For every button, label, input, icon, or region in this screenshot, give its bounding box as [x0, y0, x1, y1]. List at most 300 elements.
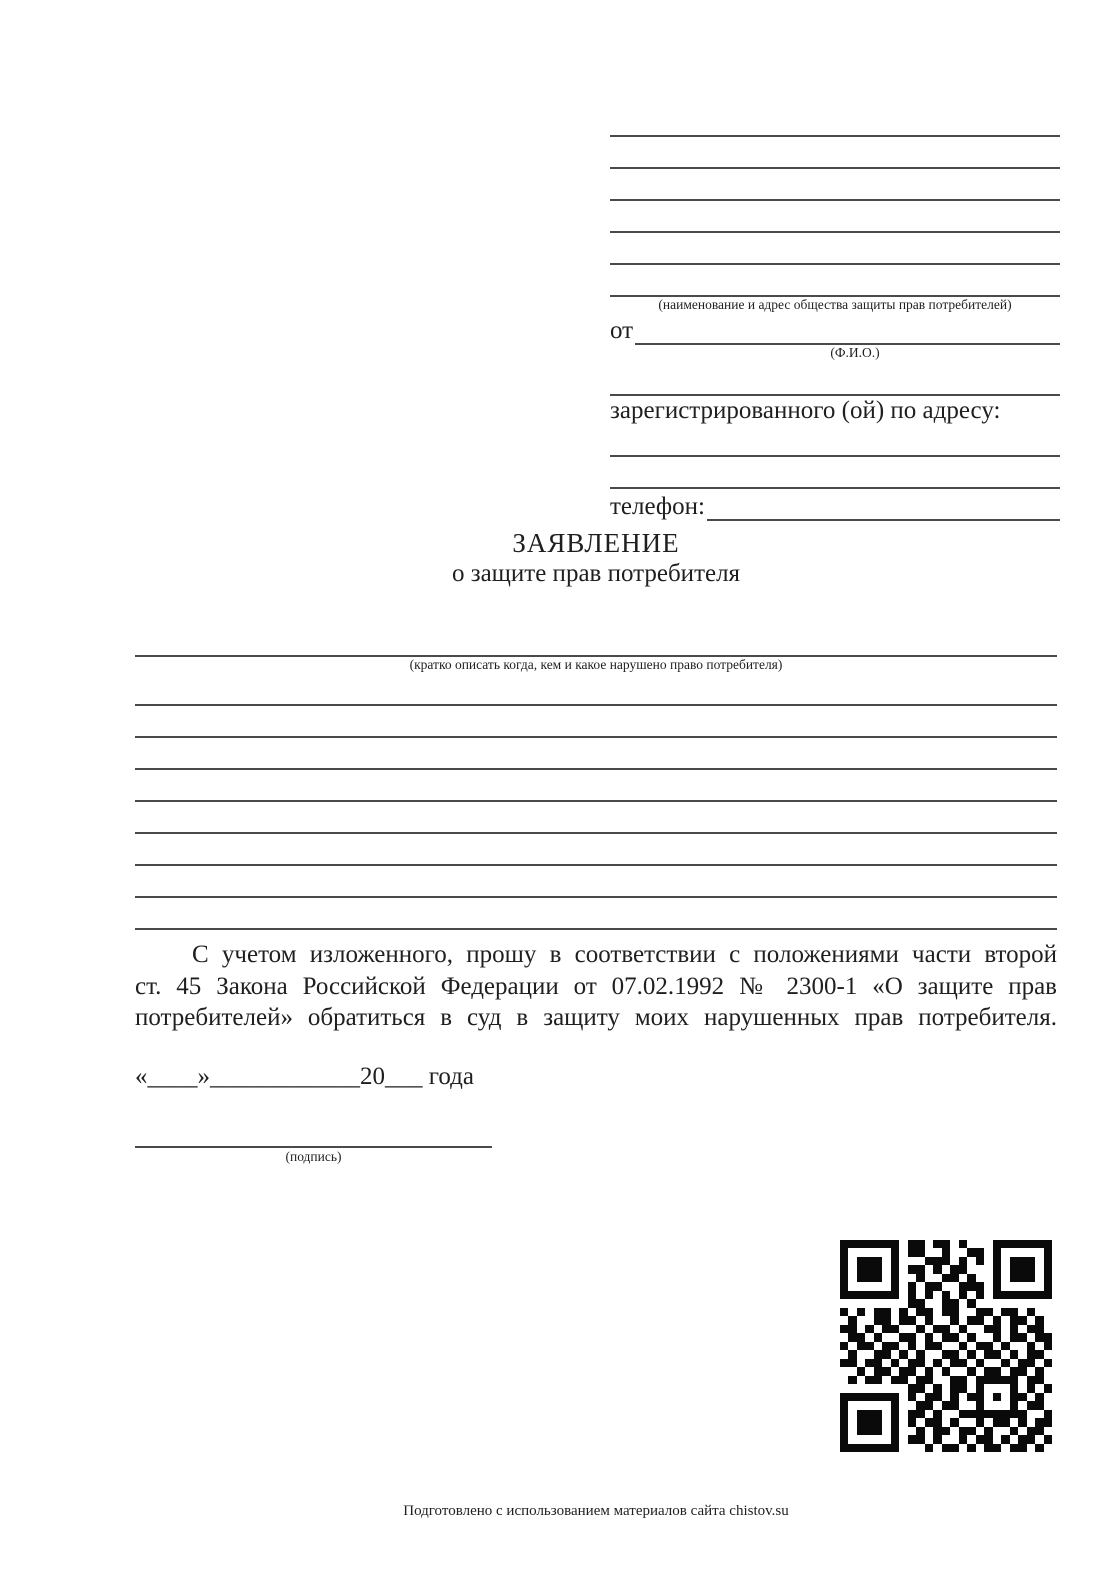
qr-module — [1035, 1240, 1043, 1248]
qr-module — [1044, 1316, 1052, 1324]
qr-module — [984, 1376, 992, 1384]
qr-module — [857, 1359, 865, 1367]
qr-module — [1035, 1410, 1043, 1418]
qr-module — [1027, 1240, 1035, 1248]
qr-module — [993, 1393, 1001, 1401]
qr-module — [1044, 1367, 1052, 1375]
qr-module — [967, 1248, 975, 1256]
qr-module — [1044, 1257, 1052, 1265]
qr-module — [1010, 1265, 1018, 1273]
qr-module — [908, 1248, 916, 1256]
qr-module — [1044, 1359, 1052, 1367]
qr-module — [1027, 1350, 1035, 1358]
qr-module — [1035, 1282, 1043, 1290]
fio-caption: (Ф.И.О.) — [830, 345, 880, 360]
qr-module — [891, 1418, 899, 1426]
qr-module — [959, 1248, 967, 1256]
qr-module — [874, 1248, 882, 1256]
qr-module — [874, 1265, 882, 1273]
blank-line — [135, 834, 1057, 866]
qr-module — [1035, 1359, 1043, 1367]
qr-module — [1044, 1299, 1052, 1307]
qr-module — [984, 1282, 992, 1290]
qr-module — [1001, 1359, 1009, 1367]
qr-module — [840, 1393, 848, 1401]
qr-module — [959, 1401, 967, 1409]
qr-module — [882, 1384, 890, 1392]
qr-module — [967, 1342, 975, 1350]
qr-module — [857, 1367, 865, 1375]
qr-module — [967, 1401, 975, 1409]
qr-module — [865, 1248, 873, 1256]
qr-module — [950, 1333, 958, 1341]
qr-module — [840, 1367, 848, 1375]
qr-module — [899, 1359, 907, 1367]
qr-module — [959, 1342, 967, 1350]
qr-module — [857, 1291, 865, 1299]
qr-module — [925, 1427, 933, 1435]
qr-module — [882, 1333, 890, 1341]
qr-module — [874, 1427, 882, 1435]
qr-module — [967, 1393, 975, 1401]
qr-module — [1027, 1444, 1035, 1452]
qr-module — [925, 1308, 933, 1316]
qr-module — [1044, 1274, 1052, 1282]
qr-module — [882, 1427, 890, 1435]
qr-module — [942, 1393, 950, 1401]
qr-module — [959, 1257, 967, 1265]
qr-module — [899, 1282, 907, 1290]
qr-module — [1018, 1367, 1026, 1375]
qr-module — [925, 1367, 933, 1375]
qr-module — [976, 1282, 984, 1290]
qr-module — [916, 1342, 924, 1350]
qr-module — [840, 1376, 848, 1384]
footer-credit: Подготовлено с использованием материалов сайта chistov.su — [403, 1503, 789, 1519]
qr-module — [882, 1410, 890, 1418]
qr-module — [857, 1240, 865, 1248]
qr-module — [993, 1282, 1001, 1290]
blank-line — [135, 625, 1057, 657]
qr-module — [916, 1427, 924, 1435]
qr-module — [857, 1316, 865, 1324]
qr-module — [933, 1350, 941, 1358]
qr-module — [899, 1384, 907, 1392]
qr-module — [942, 1342, 950, 1350]
qr-module — [908, 1257, 916, 1265]
qr-module — [959, 1444, 967, 1452]
qr-module — [976, 1274, 984, 1282]
qr-module — [916, 1333, 924, 1341]
qr-module — [1035, 1248, 1043, 1256]
qr-module — [848, 1427, 856, 1435]
title-block — [135, 528, 1057, 589]
blank-line — [610, 457, 1060, 489]
qr-module — [899, 1240, 907, 1248]
qr-module — [1001, 1393, 1009, 1401]
qr-module — [959, 1384, 967, 1392]
qr-module — [857, 1257, 865, 1265]
qr-module — [882, 1308, 890, 1316]
qr-module — [950, 1350, 958, 1358]
qr-module — [925, 1265, 933, 1273]
qr-module — [925, 1418, 933, 1426]
qr-module — [1035, 1444, 1043, 1452]
qr-module — [1001, 1401, 1009, 1409]
qr-module — [950, 1410, 958, 1418]
qr-module — [925, 1299, 933, 1307]
qr-module — [882, 1299, 890, 1307]
qr-module — [1001, 1435, 1009, 1443]
qr-module — [865, 1240, 873, 1248]
qr-module — [959, 1308, 967, 1316]
qr-module — [1035, 1291, 1043, 1299]
qr-module — [984, 1401, 992, 1409]
qr-module — [857, 1350, 865, 1358]
qr-module — [916, 1418, 924, 1426]
qr-module — [874, 1376, 882, 1384]
qr-module — [916, 1376, 924, 1384]
qr-module — [1027, 1435, 1035, 1443]
qr-module — [1044, 1282, 1052, 1290]
qr-module — [916, 1240, 924, 1248]
qr-module — [976, 1367, 984, 1375]
qr-module — [993, 1308, 1001, 1316]
qr-module — [908, 1393, 916, 1401]
qr-module — [857, 1410, 865, 1418]
qr-module — [1044, 1384, 1052, 1392]
qr-module — [950, 1384, 958, 1392]
qr-module — [950, 1282, 958, 1290]
qr-module — [916, 1444, 924, 1452]
qr-module — [1035, 1308, 1043, 1316]
qr-module — [993, 1257, 1001, 1265]
qr-module — [976, 1359, 984, 1367]
phone-blank-line — [707, 491, 1060, 521]
qr-module — [984, 1325, 992, 1333]
qr-module — [1010, 1427, 1018, 1435]
qr-module — [891, 1282, 899, 1290]
qr-module — [950, 1248, 958, 1256]
qr-module — [899, 1376, 907, 1384]
qr-module — [933, 1248, 941, 1256]
qr-module — [899, 1393, 907, 1401]
qr-module — [874, 1333, 882, 1341]
qr-module — [942, 1444, 950, 1452]
qr-module — [967, 1316, 975, 1324]
qr-module — [993, 1265, 1001, 1273]
qr-module — [950, 1308, 958, 1316]
qr-module — [882, 1444, 890, 1452]
qr-module — [942, 1410, 950, 1418]
qr-module — [1001, 1299, 1009, 1307]
qr-module — [950, 1316, 958, 1324]
qr-module — [899, 1367, 907, 1375]
qr-module — [908, 1376, 916, 1384]
qr-module — [942, 1274, 950, 1282]
org-caption: (наименование и адрес общества защиты прав потребителей) — [658, 297, 1012, 312]
qr-module — [882, 1393, 890, 1401]
qr-module — [925, 1410, 933, 1418]
qr-module — [857, 1401, 865, 1409]
qr-module — [1001, 1427, 1009, 1435]
qr-module — [1035, 1274, 1043, 1282]
qr-module — [882, 1274, 890, 1282]
qr-module — [942, 1291, 950, 1299]
qr-module — [1018, 1325, 1026, 1333]
qr-module — [959, 1240, 967, 1248]
qr-module — [882, 1291, 890, 1299]
qr-module — [1010, 1350, 1018, 1358]
qr-module — [1027, 1316, 1035, 1324]
qr-module — [967, 1410, 975, 1418]
qr-module — [1001, 1274, 1009, 1282]
blank-line — [610, 265, 1060, 297]
qr-module — [1027, 1257, 1035, 1265]
qr-module — [993, 1274, 1001, 1282]
qr-module — [984, 1342, 992, 1350]
qr-module — [1010, 1359, 1018, 1367]
qr-module — [1027, 1427, 1035, 1435]
qr-module — [959, 1393, 967, 1401]
qr-module — [942, 1418, 950, 1426]
qr-module — [933, 1376, 941, 1384]
qr-module — [899, 1342, 907, 1350]
qr-module — [874, 1282, 882, 1290]
qr-module — [848, 1274, 856, 1282]
qr-module — [865, 1257, 873, 1265]
qr-module — [874, 1410, 882, 1418]
qr-module — [891, 1376, 899, 1384]
qr-module — [967, 1325, 975, 1333]
qr-module — [984, 1359, 992, 1367]
qr-module — [1018, 1248, 1026, 1256]
qr-module — [1010, 1240, 1018, 1248]
qr-module — [848, 1376, 856, 1384]
qr-module — [1044, 1418, 1052, 1426]
qr-module — [840, 1308, 848, 1316]
qr-module — [891, 1393, 899, 1401]
blank-line — [610, 233, 1060, 265]
qr-module — [1027, 1359, 1035, 1367]
qr-module — [899, 1257, 907, 1265]
paragraph-line: потребителей» обратиться в суд в защиту моих нарушенных прав потребителя. — [135, 1004, 1057, 1031]
qr-module — [925, 1359, 933, 1367]
qr-module — [967, 1367, 975, 1375]
qr-module — [1018, 1401, 1026, 1409]
qr-module — [1035, 1333, 1043, 1341]
qr-module — [916, 1367, 924, 1375]
qr-module — [865, 1435, 873, 1443]
qr-module — [874, 1418, 882, 1426]
qr-module — [848, 1401, 856, 1409]
qr-module — [993, 1384, 1001, 1392]
qr-module — [891, 1350, 899, 1358]
qr-module — [1018, 1333, 1026, 1341]
qr-module — [933, 1274, 941, 1282]
qr-module — [984, 1435, 992, 1443]
qr-module — [891, 1248, 899, 1256]
qr-module — [925, 1282, 933, 1290]
qr-module — [1001, 1240, 1009, 1248]
qr-module — [1010, 1282, 1018, 1290]
qr-module — [908, 1308, 916, 1316]
qr-module — [899, 1299, 907, 1307]
qr-module — [976, 1418, 984, 1426]
qr-module — [942, 1325, 950, 1333]
qr-module — [976, 1427, 984, 1435]
qr-module — [1001, 1350, 1009, 1358]
qr-module — [950, 1367, 958, 1375]
qr-module — [840, 1350, 848, 1358]
qr-module — [848, 1299, 856, 1307]
qr-module — [1001, 1342, 1009, 1350]
qr-module — [1018, 1435, 1026, 1443]
qr-module — [1010, 1367, 1018, 1375]
qr-module — [916, 1410, 924, 1418]
qr-module — [916, 1316, 924, 1324]
qr-module — [950, 1418, 958, 1426]
qr-module — [916, 1359, 924, 1367]
qr-module — [1001, 1333, 1009, 1341]
qr-module — [865, 1359, 873, 1367]
qr-module — [1044, 1444, 1052, 1452]
qr-module — [993, 1240, 1001, 1248]
qr-module — [976, 1325, 984, 1333]
qr-module — [967, 1444, 975, 1452]
blank-line — [610, 201, 1060, 233]
qr-module — [916, 1435, 924, 1443]
qr-module — [976, 1333, 984, 1341]
qr-module — [899, 1291, 907, 1299]
qr-module — [865, 1384, 873, 1392]
qr-module — [1044, 1265, 1052, 1273]
qr-module — [899, 1435, 907, 1443]
qr-module — [959, 1435, 967, 1443]
qr-module — [942, 1248, 950, 1256]
qr-module — [891, 1333, 899, 1341]
qr-module — [899, 1418, 907, 1426]
qr-module — [857, 1427, 865, 1435]
qr-module — [916, 1274, 924, 1282]
qr-module — [865, 1393, 873, 1401]
qr-module — [1018, 1393, 1026, 1401]
qr-module — [925, 1333, 933, 1341]
qr-module — [993, 1291, 1001, 1299]
qr-module — [874, 1308, 882, 1316]
qr-module — [899, 1325, 907, 1333]
qr-module — [882, 1240, 890, 1248]
qr-module — [1027, 1418, 1035, 1426]
qr-module — [967, 1359, 975, 1367]
qr-module — [933, 1240, 941, 1248]
qr-module — [950, 1299, 958, 1307]
qr-module — [950, 1393, 958, 1401]
qr-module — [967, 1384, 975, 1392]
qr-module — [874, 1393, 882, 1401]
qr-module — [848, 1333, 856, 1341]
qr-module — [916, 1248, 924, 1256]
qr-module — [840, 1333, 848, 1341]
qr-module — [908, 1410, 916, 1418]
qr-module — [950, 1444, 958, 1452]
qr-module — [1035, 1427, 1043, 1435]
qr-module — [950, 1342, 958, 1350]
qr-module — [840, 1257, 848, 1265]
qr-module — [857, 1299, 865, 1307]
qr-module — [933, 1410, 941, 1418]
qr-module — [882, 1265, 890, 1273]
qr-module — [1010, 1410, 1018, 1418]
qr-module — [865, 1282, 873, 1290]
qr-module — [848, 1308, 856, 1316]
qr-module — [925, 1274, 933, 1282]
qr-module — [1027, 1410, 1035, 1418]
qr-module — [865, 1367, 873, 1375]
qr-module — [933, 1291, 941, 1299]
qr-module — [933, 1418, 941, 1426]
qr-module — [1044, 1427, 1052, 1435]
qr-module — [1027, 1291, 1035, 1299]
qr-module — [976, 1257, 984, 1265]
qr-module — [908, 1435, 916, 1443]
qr-module — [1001, 1291, 1009, 1299]
qr-module — [1018, 1308, 1026, 1316]
qr-module — [1001, 1325, 1009, 1333]
qr-module — [959, 1376, 967, 1384]
qr-module — [959, 1350, 967, 1358]
qr-module — [865, 1418, 873, 1426]
qr-module — [865, 1401, 873, 1409]
qr-module — [1001, 1248, 1009, 1256]
qr-module — [1010, 1333, 1018, 1341]
qr-module — [1010, 1393, 1018, 1401]
qr-module — [959, 1265, 967, 1273]
qr-module — [993, 1418, 1001, 1426]
qr-module — [840, 1359, 848, 1367]
qr-module — [848, 1393, 856, 1401]
qr-module — [925, 1325, 933, 1333]
qr-module — [925, 1342, 933, 1350]
qr-module — [959, 1418, 967, 1426]
qr-module — [950, 1359, 958, 1367]
qr-module — [840, 1384, 848, 1392]
qr-module — [874, 1240, 882, 1248]
qr-module — [976, 1401, 984, 1409]
qr-module — [1018, 1410, 1026, 1418]
qr-module — [942, 1401, 950, 1409]
qr-module — [1044, 1401, 1052, 1409]
qr-module — [942, 1282, 950, 1290]
qr-module — [848, 1291, 856, 1299]
qr-module — [950, 1257, 958, 1265]
qr-module — [993, 1248, 1001, 1256]
qr-module — [933, 1384, 941, 1392]
blank-line — [135, 898, 1057, 930]
qr-module — [908, 1359, 916, 1367]
qr-module — [857, 1325, 865, 1333]
qr-module — [1035, 1342, 1043, 1350]
qr-module — [1018, 1240, 1026, 1248]
qr-module — [840, 1435, 848, 1443]
qr-module — [891, 1257, 899, 1265]
qr-module — [882, 1350, 890, 1358]
qr-module — [848, 1325, 856, 1333]
qr-module — [984, 1384, 992, 1392]
qr-module — [1001, 1367, 1009, 1375]
qr-module — [950, 1325, 958, 1333]
qr-module — [976, 1410, 984, 1418]
